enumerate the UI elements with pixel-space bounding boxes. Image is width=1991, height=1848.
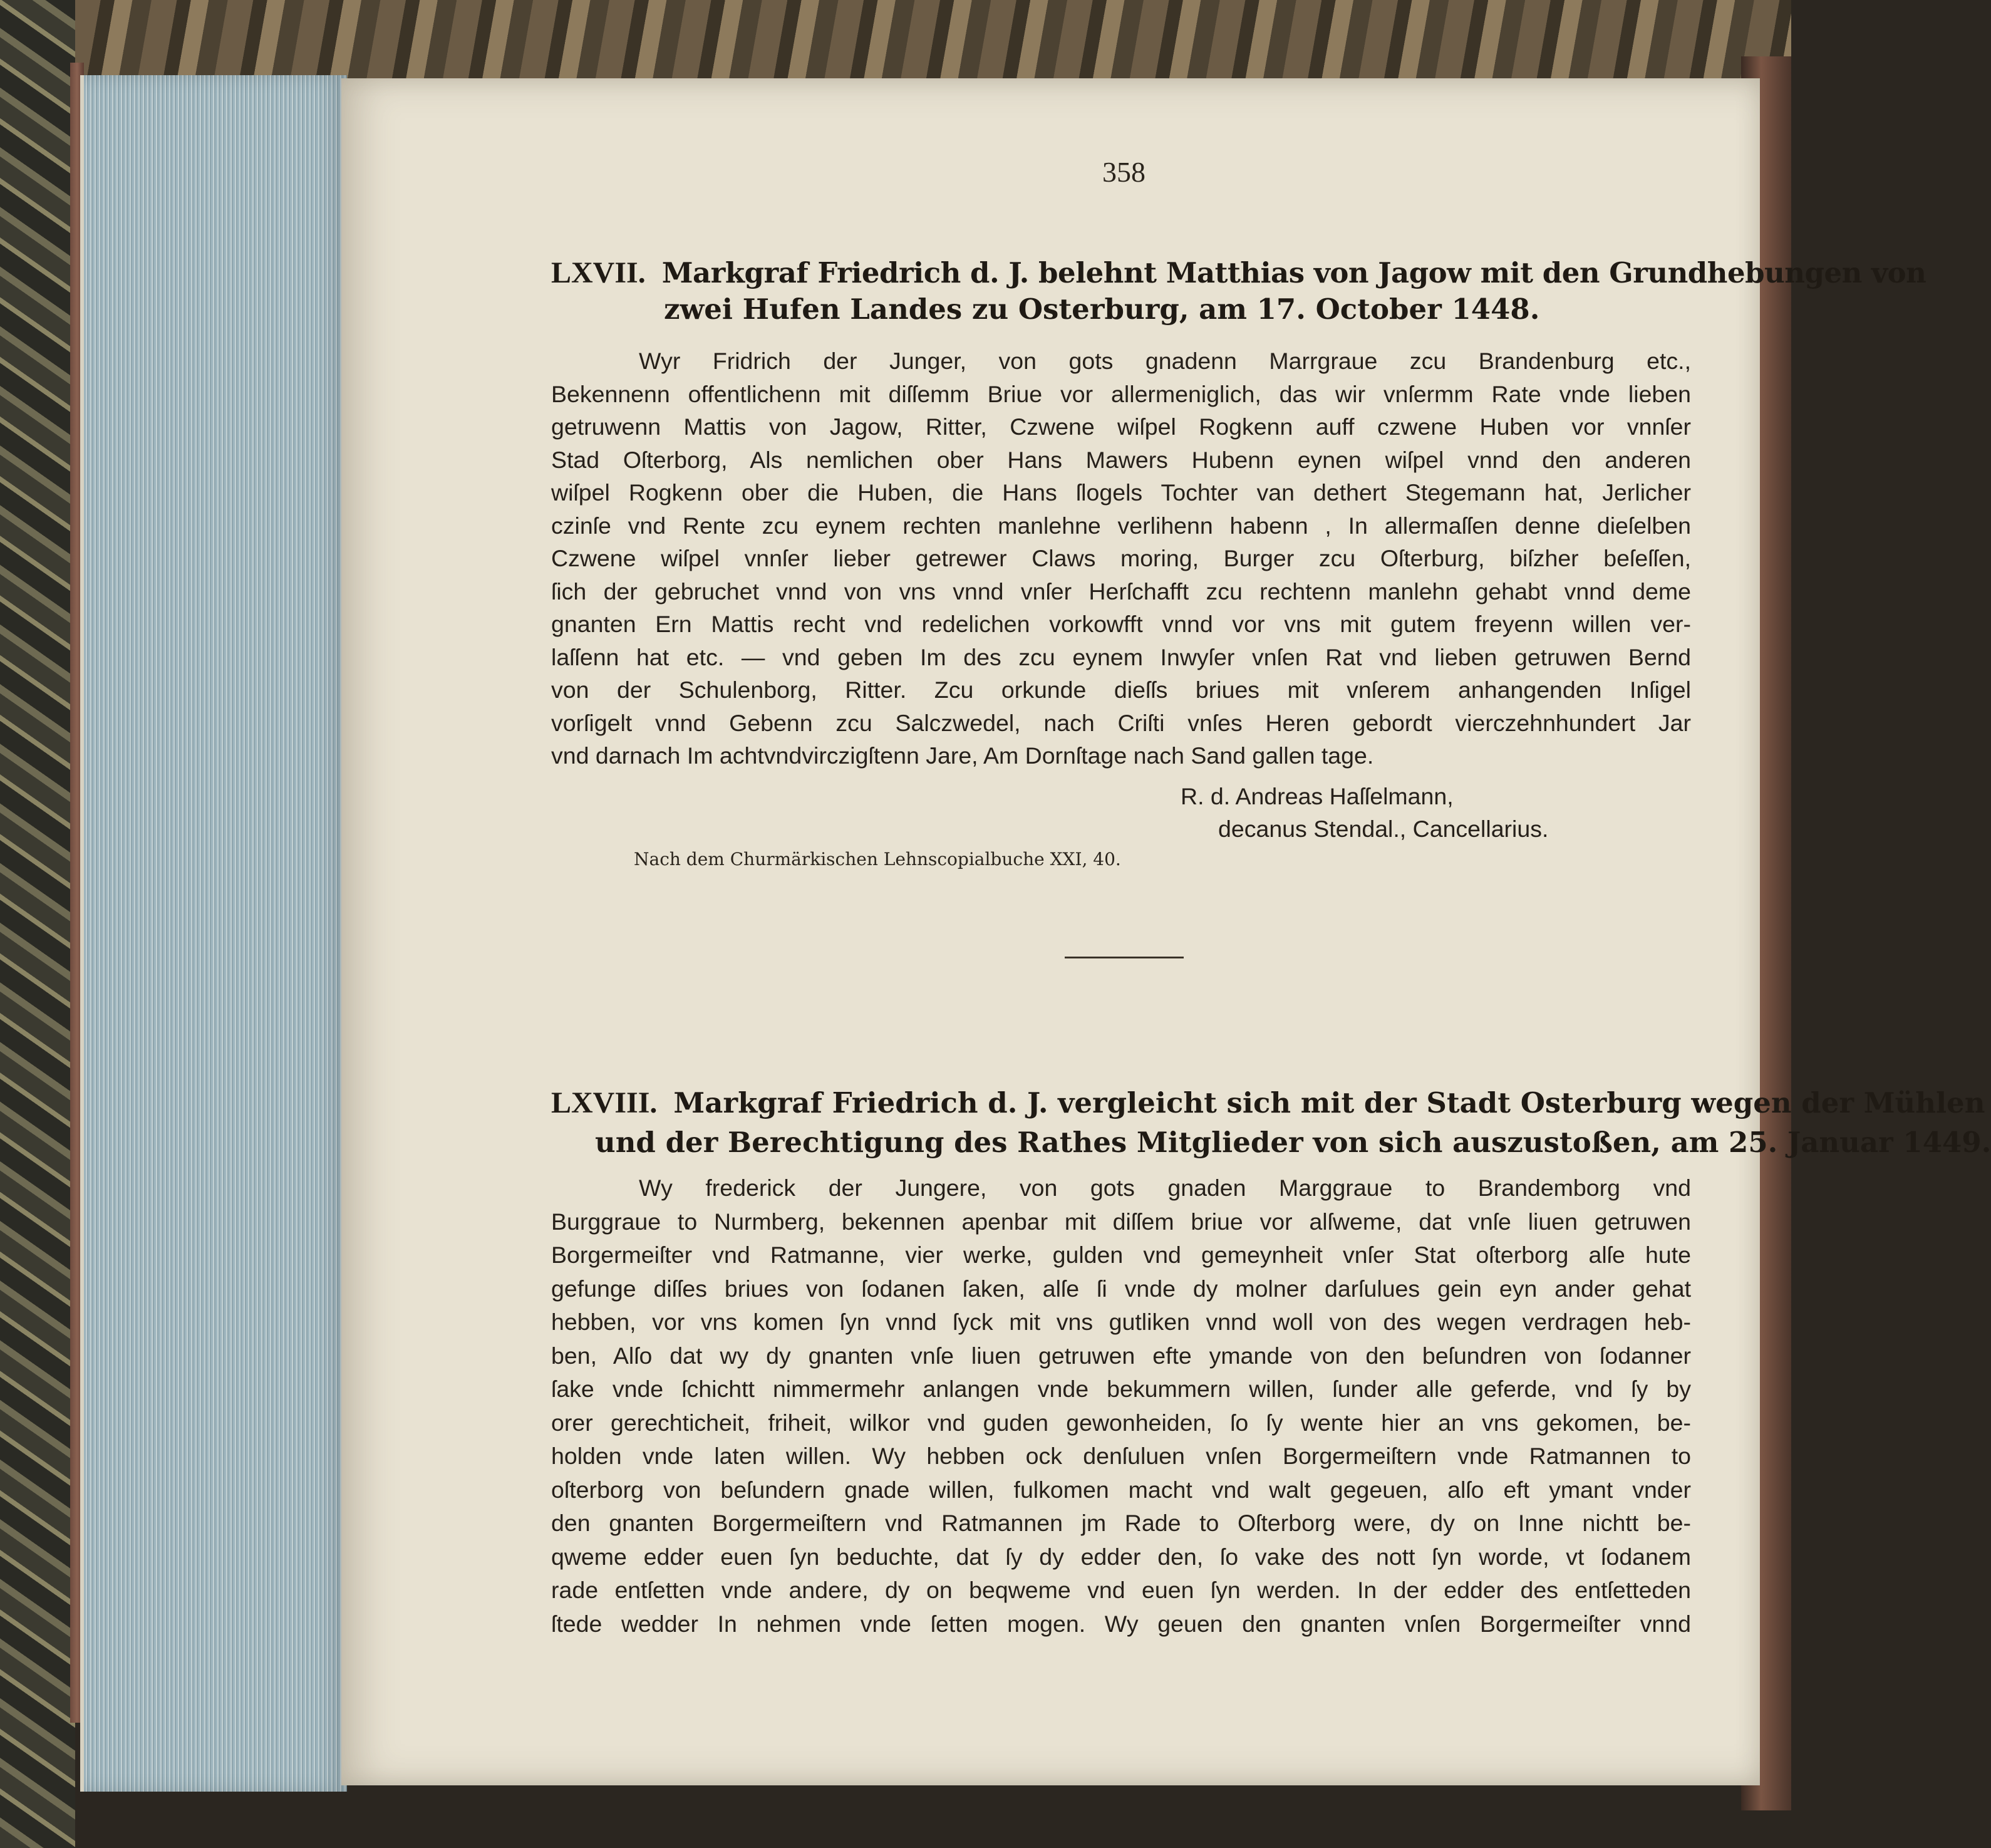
page-number: 358	[1102, 156, 1145, 188]
doc1-body-line: wiſpel Rogkenn ober die Huben, die Hans ſlogels Tochter van dethert Stegemann hat, Jerlicher	[551, 479, 1691, 506]
doc1-heading-line2	[664, 290, 1539, 329]
doc2-body-line: den gnanten Borgermeiſtern vnd Ratmannen jm Rade to Oſterborg were, dy on Inne nichtt be-	[551, 1510, 1691, 1536]
doc1-body-line: Bekennenn offentlichenn mit diſſemm Briue vor allermeniglich, das wir vnſermm Rate vnde lieben	[551, 380, 1691, 407]
doc2-body-line: holden vnde laten willen. Wy hebben ock denſuluen vnſen Borgermeiſtern vnde Ratmannen to	[551, 1443, 1691, 1469]
book-cover-top	[75, 0, 1791, 88]
doc2-body-line: ſtede wedder In nehmen vnde ſetten mogen. Wy geuen den gnanten vnſen Borgermeiſter vnnd	[551, 1610, 1691, 1637]
doc2-body-line: gefunge diſſes briues von ſodanen ſaken, alſe ſi vnde dy molner darſulues gein eyn ander gehat	[551, 1275, 1691, 1302]
doc2-body-line: hebben, vor vns komen ſyn vnnd ſyck mit vns gutliken vnnd woll von des wegen verdragen heb-	[551, 1309, 1691, 1335]
doc1-title-line2: zwei Hufen Landes zu Osterburg, am 17. October 1448.	[664, 293, 1540, 326]
doc1-body	[551, 345, 1691, 772]
page-edges	[80, 75, 347, 1792]
doc2-body-line: Burggraue to Nurmberg, bekennen apenbar mit diſſem briue vor alſweme, dat vnſe liuen getruwen	[551, 1208, 1691, 1235]
doc1-body-line: von der Schulenborg, Ritter. Zcu orkunde dieſſs briues mit vnſerem anhangenden Inſigel	[551, 677, 1691, 703]
doc1-source-note: Nach dem Churmärkischen Lehnscopialbuche XXI, 40.	[634, 849, 1121, 869]
section-divider	[1065, 957, 1184, 958]
doc2-number: LXVIII.	[551, 1086, 658, 1119]
doc1-title-line1: Markgraf Friedrich d. J. belehnt Matthias von Jagow mit den Grundhebungen von	[661, 256, 1926, 289]
doc1-body-line: Stad Oſterborg, Als nemlichen ober Hans Mawers Hubenn eynen wiſpel vnnd den anderen	[551, 446, 1691, 473]
doc2-body-line: ben, Alſo dat wy dy gnanten vnſe liuen getruwen efte ymande von den beſundren von ſodanner	[551, 1342, 1691, 1369]
doc2-body-line: orer gerechticheit, friheit, wilkor vnd guden gewonheiden, ſo ſy wente hier an vns gekomen, be-	[551, 1409, 1691, 1436]
doc1-signature	[1181, 780, 1548, 845]
doc1-body-line: getruwenn Mattis von Jagow, Ritter, Czwene wiſpel Rogkenn auff czwene Huben vor vnnſer	[551, 413, 1691, 440]
doc1-body-line: gnanten Ern Mattis recht vnd redelichen vorkowfft vnnd vor vns mit gutem freyenn willen ver-	[551, 611, 1691, 637]
doc2-body	[551, 1171, 1691, 1641]
doc1-body-line: vnd darnach Im achtvndvirczigſtenn Jare, Am Dornſtage nach Sand gallen tage.	[551, 742, 1374, 769]
doc2-body-line: Borgermeiſter vnd Ratmanne, vier werke, gulden vnd gemeynheit vnſer Stat oſterborg alſe hute	[551, 1242, 1691, 1268]
doc2-heading-line1	[551, 1084, 1985, 1123]
doc2-body-line: ſake vnde ſchichtt nimmermehr anlangen vnde bekummern willen, ſunder alle geferde, vnd ſy by	[551, 1376, 1691, 1402]
doc2-body-line: Wy frederick der Jungere, von gots gnaden Marggraue to Brandemborg vnd	[639, 1175, 1691, 1201]
doc2-body-line: rade entſetten vnde andere, dy on beqweme vnd euen ſyn werden. In der edder des entſetteden	[551, 1577, 1691, 1603]
doc1-number: LXVII.	[551, 256, 646, 289]
doc1-signature-line1: R. d. Andreas Haſſelmann,	[1181, 783, 1454, 809]
doc2-body-line: qweme edder euen ſyn beduchte, dat ſy dy edder den, ſo vake des nott ſyn worde, vt ſodanem	[551, 1543, 1691, 1570]
doc1-body-line: laſſenn hat etc. — vnd geben Im des zcu eynem Inwyſer vnſen Rat vnd lieben getruwen Bernd	[551, 643, 1691, 670]
doc2-heading-line2	[595, 1123, 1991, 1162]
doc1-body-line: Wyr Fridrich der Junger, von gots gnadenn Marrgraue zcu Brandenburg etc.,	[639, 348, 1691, 374]
doc2-body-line: oſterborg von beſundern gnade willen, fulkomen macht vnd walt gegeuen, alſo eft ymant vnder	[551, 1476, 1691, 1503]
book-cover-left	[0, 0, 75, 1848]
doc1-body-line: czinſe vnd Rente zcu eynem rechten manlehne verlihenn habenn , In allermaſſen denne dieſelben	[551, 512, 1691, 539]
doc2-title-line2: und der Berechtigung des Rathes Mitglieder von sich auszustoßen, am 25. Januar 1449.	[595, 1126, 1991, 1159]
doc2-title-line1: Markgraf Friedrich d. J. vergleicht sich mit der Stadt Osterburg wegen der Mühlen	[673, 1086, 1985, 1119]
doc1-body-line: ſich der gebruchet vnnd von vns vnnd vnſer Herſchafft zcu rechtenn manlehn gehabt vnnd deme	[551, 578, 1691, 605]
doc1-signature-line2: decanus Stendal., Cancellarius.	[1218, 816, 1549, 842]
doc1-heading-line1	[551, 254, 1926, 293]
doc1-body-line: vorſigelt vnnd Gebenn zcu Salczwedel, nach Criſti vnſes Heren gebordt vierczehnhundert Jar	[551, 709, 1691, 736]
doc1-body-line: Czwene wiſpel vnnſer lieber getrewer Claws moring, Burger zcu Oſterburg, biſzher beſeſſen,	[551, 545, 1691, 571]
